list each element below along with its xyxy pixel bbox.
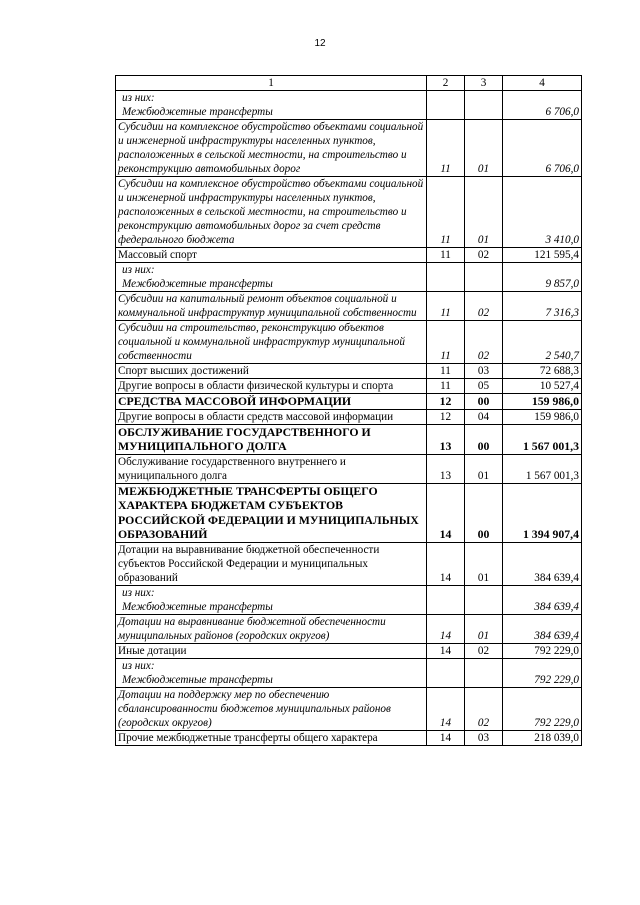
row-section-code (427, 600, 465, 615)
row-subsection-code: 02 (465, 248, 503, 263)
row-section-code (427, 105, 465, 120)
row-section-code: 14 (427, 542, 465, 585)
row-name: Межбюджетные трансферты (116, 105, 427, 120)
row-amount (503, 91, 582, 106)
row-amount: 6 706,0 (503, 105, 582, 120)
row-subsection-code: 00 (465, 483, 503, 542)
table-row (116, 409, 582, 424)
row-name: из них: (116, 658, 427, 673)
row-amount: 1 394 907,4 (503, 483, 582, 542)
row-amount: 384 639,4 (503, 542, 582, 585)
table-row (116, 643, 582, 658)
table-row (116, 321, 582, 364)
table-row (116, 105, 582, 120)
row-amount: 159 986,0 (503, 394, 582, 410)
row-amount: 9 857,0 (503, 277, 582, 292)
row-section-code: 11 (427, 292, 465, 321)
table-row (116, 379, 582, 394)
row-section-code (427, 263, 465, 278)
row-section-code: 14 (427, 687, 465, 730)
row-name: Межбюджетные трансферты (116, 277, 427, 292)
row-name: СРЕДСТВА МАССОВОЙ ИНФОРМАЦИИ (116, 394, 427, 410)
row-name: Обслуживание государственного внутреннего и муниципального долга (116, 454, 427, 483)
row-amount (503, 585, 582, 600)
row-section-code (427, 673, 465, 688)
table-row (116, 424, 582, 454)
row-subsection-code: 01 (465, 614, 503, 643)
table-row (116, 364, 582, 379)
table-row (116, 277, 582, 292)
row-section-code (427, 91, 465, 106)
row-section-code: 12 (427, 394, 465, 410)
row-name: из них: (116, 585, 427, 600)
table-row (116, 177, 582, 248)
row-amount: 2 540,7 (503, 321, 582, 364)
page-number: 12 (314, 38, 326, 49)
table-row (116, 292, 582, 321)
row-subsection-code (465, 105, 503, 120)
row-amount (503, 658, 582, 673)
row-subsection-code: 01 (465, 120, 503, 177)
row-amount (503, 263, 582, 278)
row-subsection-code: 00 (465, 424, 503, 454)
row-name: Дотации на выравнивание бюджетной обеспеченности субъектов Российской Федерации и муниципальных образований (116, 542, 427, 585)
row-subsection-code: 02 (465, 687, 503, 730)
row-section-code: 11 (427, 248, 465, 263)
table-row (116, 394, 582, 410)
header-col-2: 2 (427, 76, 465, 91)
row-subsection-code: 01 (465, 177, 503, 248)
row-amount: 792 229,0 (503, 643, 582, 658)
header-col-1: 1 (116, 76, 427, 91)
row-amount: 384 639,4 (503, 600, 582, 615)
row-amount: 1 567 001,3 (503, 454, 582, 483)
table-row (116, 542, 582, 585)
row-name: из них: (116, 91, 427, 106)
row-subsection-code (465, 600, 503, 615)
row-subsection-code (465, 658, 503, 673)
row-name: Межбюджетные трансферты (116, 673, 427, 688)
row-name: Спорт высших достижений (116, 364, 427, 379)
table-row (116, 658, 582, 673)
row-subsection-code: 04 (465, 409, 503, 424)
header-col-3: 3 (465, 76, 503, 91)
row-subsection-code: 03 (465, 730, 503, 745)
row-subsection-code: 00 (465, 394, 503, 410)
row-name: Дотации на выравнивание бюджетной обеспеченности муниципальных районов (городских округов) (116, 614, 427, 643)
row-section-code: 11 (427, 177, 465, 248)
row-section-code: 14 (427, 643, 465, 658)
row-subsection-code (465, 585, 503, 600)
row-subsection-code (465, 673, 503, 688)
row-amount: 218 039,0 (503, 730, 582, 745)
row-section-code: 14 (427, 483, 465, 542)
table-row (116, 454, 582, 483)
row-amount: 792 229,0 (503, 673, 582, 688)
row-name: МЕЖБЮДЖЕТНЫЕ ТРАНСФЕРТЫ ОБЩЕГО ХАРАКТЕРА БЮДЖЕТАМ СУБЪЕКТОВ РОССИЙСКОЙ ФЕДЕРАЦИИ И МУНИЦИПАЛЬНЫХ ОБРАЗОВАНИЙ (116, 483, 427, 542)
row-amount: 1 567 001,3 (503, 424, 582, 454)
row-subsection-code: 02 (465, 643, 503, 658)
row-subsection-code: 01 (465, 454, 503, 483)
table-row (116, 673, 582, 688)
row-section-code: 12 (427, 409, 465, 424)
budget-table (115, 75, 582, 746)
row-name: Субсидии на капитальный ремонт объектов социальной и коммунальной инфраструктур муниципальной собственности (116, 292, 427, 321)
row-name: Иные дотации (116, 643, 427, 658)
row-amount: 10 527,4 (503, 379, 582, 394)
row-amount: 159 986,0 (503, 409, 582, 424)
row-name: ОБСЛУЖИВАНИЕ ГОСУДАРСТВЕННОГО И МУНИЦИПАЛЬНОГО ДОЛГА (116, 424, 427, 454)
row-subsection-code: 01 (465, 542, 503, 585)
table-row (116, 600, 582, 615)
row-name: Другие вопросы в области физической культуры и спорта (116, 379, 427, 394)
row-section-code (427, 277, 465, 292)
row-section-code: 11 (427, 379, 465, 394)
row-name: Дотации на поддержку мер по обеспечению сбалансированности бюджетов муниципальных районов (городских округов) (116, 687, 427, 730)
row-section-code: 14 (427, 614, 465, 643)
table-row (116, 263, 582, 278)
row-subsection-code (465, 277, 503, 292)
row-section-code (427, 658, 465, 673)
table-row (116, 687, 582, 730)
row-section-code: 11 (427, 321, 465, 364)
row-section-code: 11 (427, 120, 465, 177)
row-subsection-code: 03 (465, 364, 503, 379)
table-row (116, 120, 582, 177)
row-subsection-code: 02 (465, 292, 503, 321)
row-section-code: 13 (427, 454, 465, 483)
row-name: Субсидии на строительство, реконструкцию объектов социальной и коммунальной инфраструктур муниципальной собственности (116, 321, 427, 364)
header-col-4: 4 (503, 76, 582, 91)
row-subsection-code (465, 263, 503, 278)
table-row (116, 730, 582, 745)
table-row (116, 483, 582, 542)
row-subsection-code (465, 91, 503, 106)
row-name: Другие вопросы в области средств массовой информации (116, 409, 427, 424)
row-name: Массовый спорт (116, 248, 427, 263)
row-section-code: 13 (427, 424, 465, 454)
table-row (116, 614, 582, 643)
row-section-code: 11 (427, 364, 465, 379)
row-amount: 792 229,0 (503, 687, 582, 730)
row-subsection-code: 02 (465, 321, 503, 364)
row-subsection-code: 05 (465, 379, 503, 394)
row-name: из них: (116, 263, 427, 278)
table-row (116, 91, 582, 106)
row-amount: 121 595,4 (503, 248, 582, 263)
row-amount: 6 706,0 (503, 120, 582, 177)
row-amount: 72 688,3 (503, 364, 582, 379)
table-row (116, 248, 582, 263)
row-amount: 384 639,4 (503, 614, 582, 643)
row-name: Субсидии на комплексное обустройство объектами социальной и инженерной инфраструктуры населенных пунктов, расположенных в сельской местности, на строительство и реконструкцию автомобильных дорог (116, 120, 427, 177)
row-section-code: 14 (427, 730, 465, 745)
table-row (116, 585, 582, 600)
row-amount: 7 316,3 (503, 292, 582, 321)
row-name: Прочие межбюджетные трансферты общего характера (116, 730, 427, 745)
row-amount: 3 410,0 (503, 177, 582, 248)
row-section-code (427, 585, 465, 600)
table-header-row (116, 76, 582, 91)
row-name: Субсидии на комплексное обустройство объектами социальной и инженерной инфраструктуры населенных пунктов, расположенных в сельской местности, на строительство и реконструкцию автомобильных дорог за счет средств федерального бюджета (116, 177, 427, 248)
row-name: Межбюджетные трансферты (116, 600, 427, 615)
